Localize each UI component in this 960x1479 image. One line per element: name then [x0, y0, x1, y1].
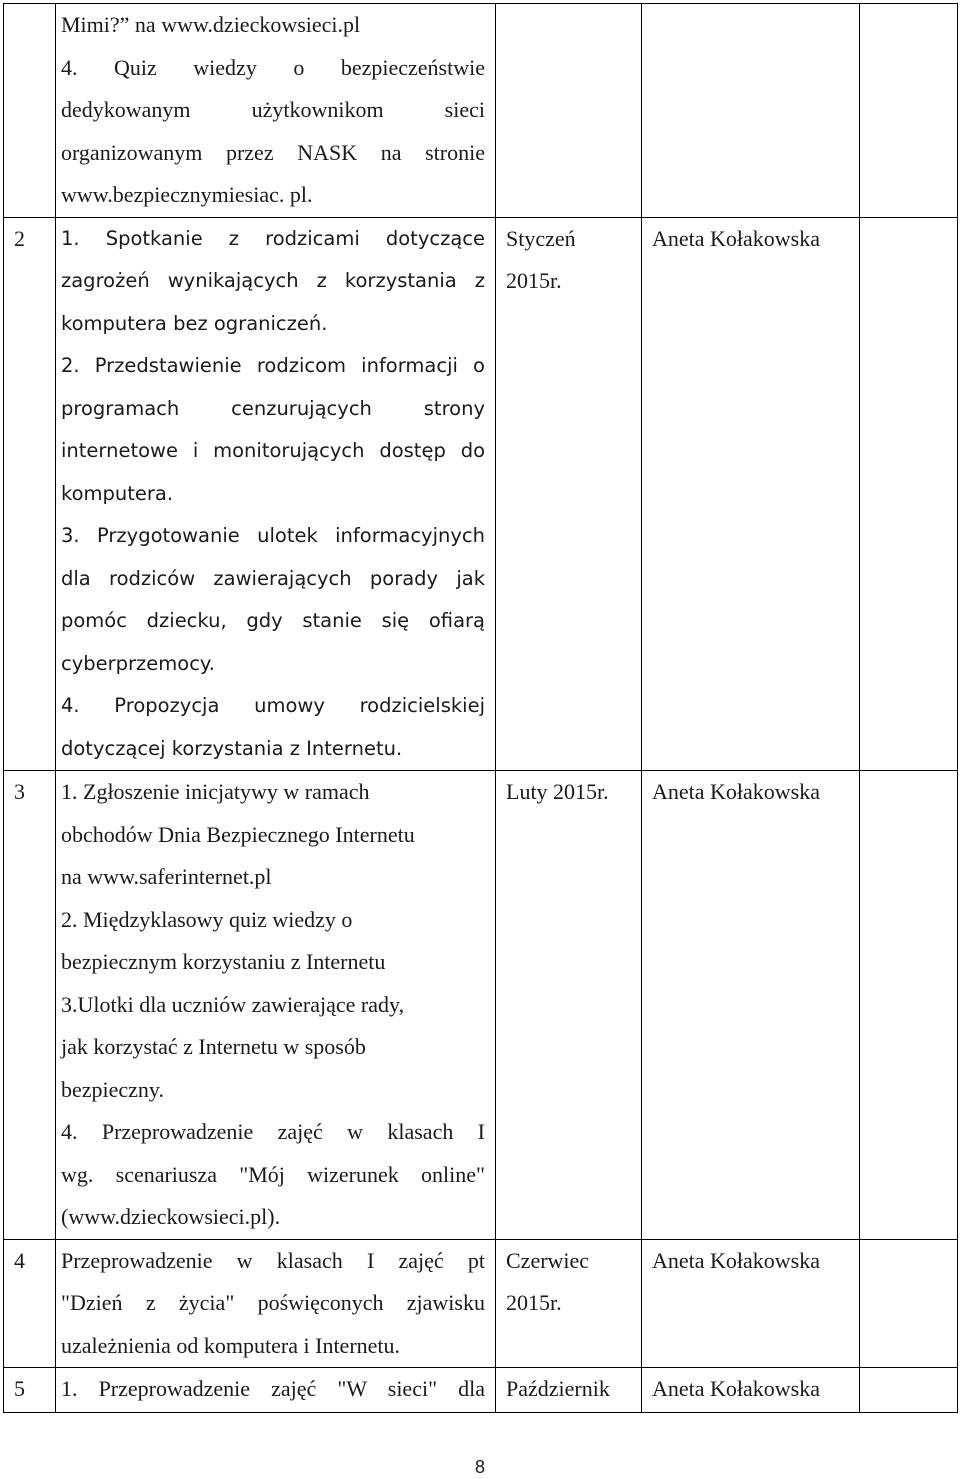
person-cell: Aneta Kołakowska [642, 771, 860, 1240]
task-line: wg. scenariusza "Mój wizerunek online" [61, 1161, 485, 1187]
row-number: 4 [4, 1239, 56, 1368]
date-line: Czerwiec [506, 1247, 590, 1273]
task-line: Przeprowadzenie w klasach I zajęć pt [61, 1247, 485, 1273]
task-cell [56, 4, 496, 218]
notes-cell [860, 1368, 958, 1413]
task-line: obchodów Dnia Bezpiecznego Internetu [61, 821, 415, 847]
task-line: (www.dzieckowsieci.pl). [61, 1204, 281, 1229]
row-number: 2 [4, 217, 56, 771]
date-line: Styczeń [506, 225, 576, 251]
task-line: organizowanym przez NASK na stronie [61, 139, 485, 165]
page-number: 8 [474, 1457, 485, 1477]
task-line: 3. Przygotowanie ulotek informacyjnych [61, 524, 485, 547]
task-line: 4. Przeprowadzenie zajęć w klasach I [61, 1119, 485, 1144]
date-cell [496, 4, 642, 218]
task-line: na www.saferinternet.pl [61, 864, 272, 889]
task-line: komputera. [61, 481, 174, 505]
table-row [4, 1239, 958, 1368]
date-cell [496, 1368, 642, 1413]
row-number: 5 [4, 1368, 56, 1413]
table-row [4, 771, 958, 1240]
task-line: jak korzystać z Internetu w sposób [61, 1034, 366, 1059]
notes-cell [860, 217, 958, 771]
task-line: 1. Spotkanie z rodzicami dotyczące [61, 226, 485, 250]
date-cell [496, 771, 642, 1240]
date-cell [496, 1239, 642, 1368]
task-line: cyberprzemocy. [61, 651, 215, 675]
notes-cell [860, 4, 958, 218]
task-line: internetowe i monitorujących dostęp do [61, 439, 485, 462]
table-row [4, 4, 958, 218]
task-cell [56, 1239, 496, 1368]
table-row [4, 1368, 958, 1413]
date-line: Luty 2015r. [506, 779, 609, 804]
task-line: 4. Propozycja umowy rodzicielskiej [61, 694, 485, 717]
activity-plan-table [3, 3, 958, 1413]
task-line: dedykowanym użytkownikom sieci [61, 97, 485, 122]
task-line: komputera bez ograniczeń. [61, 311, 328, 335]
task-line: programach cenzurujących strony [61, 396, 485, 420]
task-line: 1. Przeprowadzenie zajęć "W sieci" dla [61, 1376, 485, 1401]
task-line: bezpiecznym korzystaniu z Internetu [61, 949, 386, 974]
person-cell: Aneta Kołakowska [642, 1368, 860, 1413]
task-cell [56, 217, 496, 771]
date-cell [496, 217, 642, 771]
row-number: 3 [4, 771, 56, 1240]
task-line: dla rodziców zawierających porady jak [61, 566, 485, 590]
date-line: 2015r. [506, 268, 562, 293]
task-cell [56, 1368, 496, 1413]
task-line: 2. Międzyklasowy quiz wiedzy o [61, 906, 353, 932]
task-line: pomóc dziecku, gdy stanie się ofiarą [61, 609, 485, 632]
task-line: www.bezpiecznymiesiac. pl. [61, 182, 313, 207]
task-line: "Dzień z życia" poświęconych zjawisku [61, 1290, 485, 1315]
task-line: 1. Zgłoszenie inicjatywy w ramach [61, 779, 370, 804]
task-line: 2. Przedstawienie rodzicom informacji o [61, 354, 485, 377]
task-line: uzależnienia od komputera i Internetu. [61, 1332, 401, 1358]
task-line: dotyczącej korzystania z Internetu. [61, 736, 403, 760]
row-number [4, 4, 56, 218]
person-cell: Aneta Kołakowska [642, 1239, 860, 1368]
task-line: Mimi?” na www.dzieckowsieci.pl [61, 12, 361, 37]
task-line: 4. Quiz wiedzy o bezpieczeństwie [61, 54, 485, 80]
task-line: 3.Ulotki dla uczniów zawierające rady, [61, 991, 405, 1017]
notes-cell [860, 771, 958, 1240]
person-cell: Aneta Kołakowska [642, 217, 860, 771]
date-line: 2015r. [506, 1290, 562, 1315]
notes-cell [860, 1239, 958, 1368]
task-cell [56, 771, 496, 1240]
task-line: bezpieczny. [61, 1076, 165, 1102]
table-row [4, 217, 958, 771]
task-line: zagrożeń wynikających z korzystania z [61, 269, 485, 292]
person-cell [642, 4, 860, 218]
date-line: Październik [506, 1376, 610, 1401]
